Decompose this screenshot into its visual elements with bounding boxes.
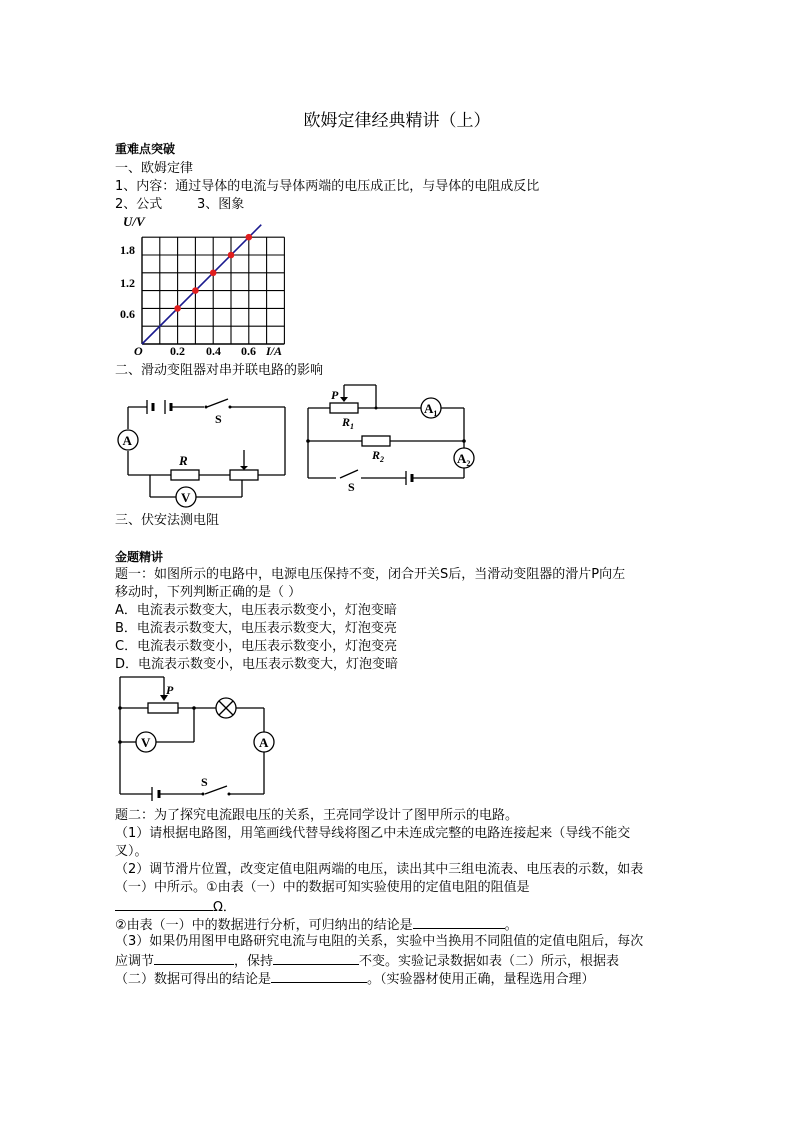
circuit-q1 — [110, 672, 290, 804]
s1-content: 1、内容：通过导体的电流与导体两端的电压成正比，与导体的电阻成反比 — [115, 179, 540, 194]
answer-blank[interactable] — [115, 897, 213, 911]
graph-origin: O — [134, 344, 143, 358]
circuit1-voltmeter-label: V — [181, 490, 191, 505]
exam-header: 金题精讲 — [115, 550, 164, 564]
circuit2-r1-label: $R_1$ — [342, 415, 355, 431]
q2-line1: 题二：为了探究电流跟电压的关系，王亮同学设计了图甲所示的电路。 — [115, 808, 519, 823]
q1-stem-line1: 题一：如图所示的电路中，电源电压保持不变，闭合开关S后，当滑动变阻器的滑片P向左 — [115, 567, 626, 582]
q1-slider-label: P — [166, 683, 174, 697]
q1-switch-label: S — [201, 775, 208, 789]
graph-ylabel: U/V — [123, 214, 145, 229]
circuit-parallel — [300, 378, 485, 498]
q2-line4: （2）调节滑片位置，改变定值电阻两端的电压，读出其中三组电流表、电压表的示数，如表 — [115, 862, 644, 877]
circuit2-slider-label: P — [331, 388, 339, 402]
circuit2-switch-label: S — [348, 480, 355, 494]
q2-line2: （1）请根据电路图，用笔画线代替导线将图乙中未连成完整的电路连接起来（导线不能交 — [115, 826, 631, 841]
graph-data-point — [210, 270, 217, 277]
q2-line8: （3）如果仍用图甲电路研究电流与电阻的关系，实验中当换用不同阻值的定值电阻后，每次 — [115, 934, 644, 949]
answer-blank[interactable] — [154, 951, 234, 965]
circuit1-ammeter-label: A — [122, 433, 132, 448]
q2-line9: 应调节 ，保持 不变。实验记录数据如表（二）所示，根据表 — [115, 951, 619, 971]
s3-heading: 三、伏安法测电阻 — [115, 513, 220, 528]
lamp-icon — [216, 698, 236, 718]
graph-ytick: 1.8 — [120, 243, 135, 257]
graph-xtick: 0.6 — [241, 344, 256, 358]
graph-xtick: 0.4 — [206, 344, 221, 358]
q2-line7: ②由表（一）中的数据进行分析，可归纳出的结论是 。 — [115, 915, 518, 935]
q1-option-a: A．电流表示数变大，电压表示数变小，灯泡变暗 — [115, 603, 397, 618]
s1-heading: 一、欧姆定律 — [115, 161, 194, 176]
s1-graph: 3、图象 — [197, 197, 245, 212]
page-title: 欧姆定律经典精讲（上） — [303, 111, 491, 131]
graph-ytick: 0.6 — [120, 307, 135, 321]
graph-data-point — [246, 234, 253, 241]
section-header: 重难点突破 — [115, 142, 176, 156]
q1-voltmeter-label: V — [141, 735, 151, 750]
graph-data-point — [192, 287, 199, 294]
q1-option-c: C．电流表示数变小，电压表示数变小，灯泡变亮 — [115, 639, 398, 654]
u-i-graph — [110, 212, 300, 360]
graph-data-point — [228, 252, 235, 259]
answer-blank[interactable] — [413, 915, 505, 929]
circuit2-r2-label: $R_2$ — [372, 448, 385, 464]
q1-option-d: D．电流表示数变小，电压表示数变大，灯泡变暗 — [115, 657, 399, 672]
q2-line3: 叉）。 — [115, 844, 148, 859]
q2-line10: （二）数据可得出的结论是 。（实验器材使用正确，量程选用合理） — [115, 969, 595, 989]
answer-blank[interactable] — [271, 969, 367, 983]
q2-line5: （一）中所示。①由表（一）中的数据可知实验使用的定值电阻的阻值是 — [115, 880, 530, 895]
graph-grid — [142, 237, 284, 344]
answer-blank[interactable] — [273, 951, 359, 965]
q2-line6: Ω． — [115, 897, 236, 917]
circuit2-a1-label: $A_1$ — [424, 401, 438, 418]
graph-data-point — [174, 305, 181, 312]
circuit1-resistor-label: R — [179, 453, 188, 468]
q1-ammeter-label: A — [259, 735, 269, 750]
q1-stem-line2: 移动时，下列判断正确的是（ ） — [115, 585, 302, 600]
s2-heading: 二、滑动变阻器对串并联电路的影响 — [115, 363, 324, 378]
s1-formula: 2、公式 — [115, 197, 163, 212]
circuit1-switch-label: S — [215, 412, 222, 426]
circuit-series — [110, 390, 295, 512]
q1-option-b: B．电流表示数变大，电压表示数变大，灯泡变亮 — [115, 621, 397, 636]
circuit2-a2-label: $A_2$ — [457, 451, 471, 468]
graph-ytick: 1.2 — [120, 276, 135, 290]
graph-xtick: 0.2 — [170, 344, 185, 358]
graph-xlabel: I/A — [266, 344, 283, 358]
